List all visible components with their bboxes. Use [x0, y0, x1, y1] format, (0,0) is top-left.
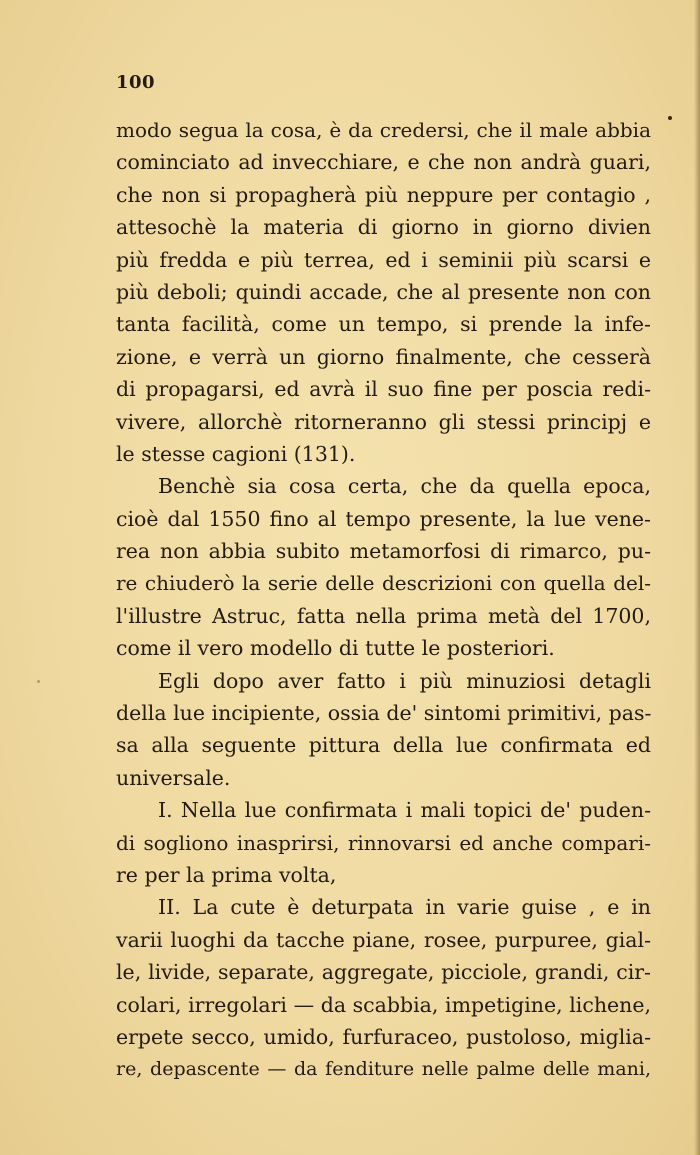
text-line: colari, irregolari — da scabbia, impetigine, lichene,: [116, 992, 651, 1017]
text-line: rea non abbia subito metamorfosi di rimarco, pu-: [116, 539, 651, 564]
text-line: le stesse cagioni (131).: [116, 441, 356, 466]
text-line: come il vero modello di tutte le posteriori.: [116, 636, 555, 661]
text-line: attesochè la materia di giorno in giorno divien: [116, 215, 651, 240]
page-number: 100: [116, 72, 156, 93]
text-line: di propagarsi, ed avrà il suo fine per poscia redi-: [116, 377, 651, 402]
paragraph-start-line: Benchè sia cosa certa, che da quella epoca,: [158, 474, 651, 499]
page-edge-shadow: [694, 0, 700, 1155]
text-line: universale.: [116, 765, 231, 790]
paragraph-start-line: II. La cute è deturpata in varie guise , e in: [158, 895, 651, 920]
paragraph-start-line: I. Nella lue confirmata i mali topici de' puden-: [158, 798, 651, 823]
text-line: cominciato ad invecchiare, e che non andrà guari,: [116, 150, 651, 175]
text-line: erpete secco, umido, furfuraceo, pustoloso, miglia-: [116, 1024, 651, 1049]
text-line: l'illustre Astruc, fatta nella prima metà del 1700,: [116, 603, 651, 628]
text-line: cioè dal 1550 fino al tempo presente, la lue vene-: [116, 506, 651, 531]
text-line: modo segua la cosa, è da credersi, che il male abbia: [116, 118, 651, 142]
text-line: re per la prima volta,: [116, 862, 337, 887]
text-line: sa alla seguente pittura della lue confirmata ed: [116, 733, 651, 758]
ink-speck: [668, 116, 672, 120]
text-line: che non si propagherà più neppure per contagio ,: [116, 182, 651, 207]
text-line: varii luoghi da tacche piane, rosee, purpuree, gial-: [116, 927, 651, 952]
text-body: [116, 114, 651, 1086]
text-line: più fredda e più terrea, ed i seminii più scarsi e: [116, 247, 651, 272]
text-line: zione, e verrà un giorno finalmente, che cesserà: [116, 344, 651, 369]
text-line: di sogliono inasprirsi, rinnovarsi ed anche compari-: [116, 830, 651, 855]
text-line: re, depascente — da fenditure nelle palme delle mani,: [116, 1058, 651, 1081]
text-line: tanta facilità, come un tempo, si prende la infe-: [116, 312, 651, 337]
text-line: della lue incipiente, ossia de' sintomi primitivi, pas-: [116, 701, 652, 726]
paragraph-start-line: Egli dopo aver fatto i più minuziosi detagli: [158, 668, 651, 693]
text-line: re chiuderò la serie delle descrizioni con quella del-: [116, 571, 651, 596]
text-line: le, livide, separate, aggregate, picciole, grandi, cir-: [116, 960, 651, 985]
text-line: più deboli; quindi accade, che al presente non con: [116, 279, 651, 304]
text-line: vivere, allorchè ritorneranno gli stessi principj e: [116, 409, 651, 434]
ink-speck: [37, 680, 40, 683]
